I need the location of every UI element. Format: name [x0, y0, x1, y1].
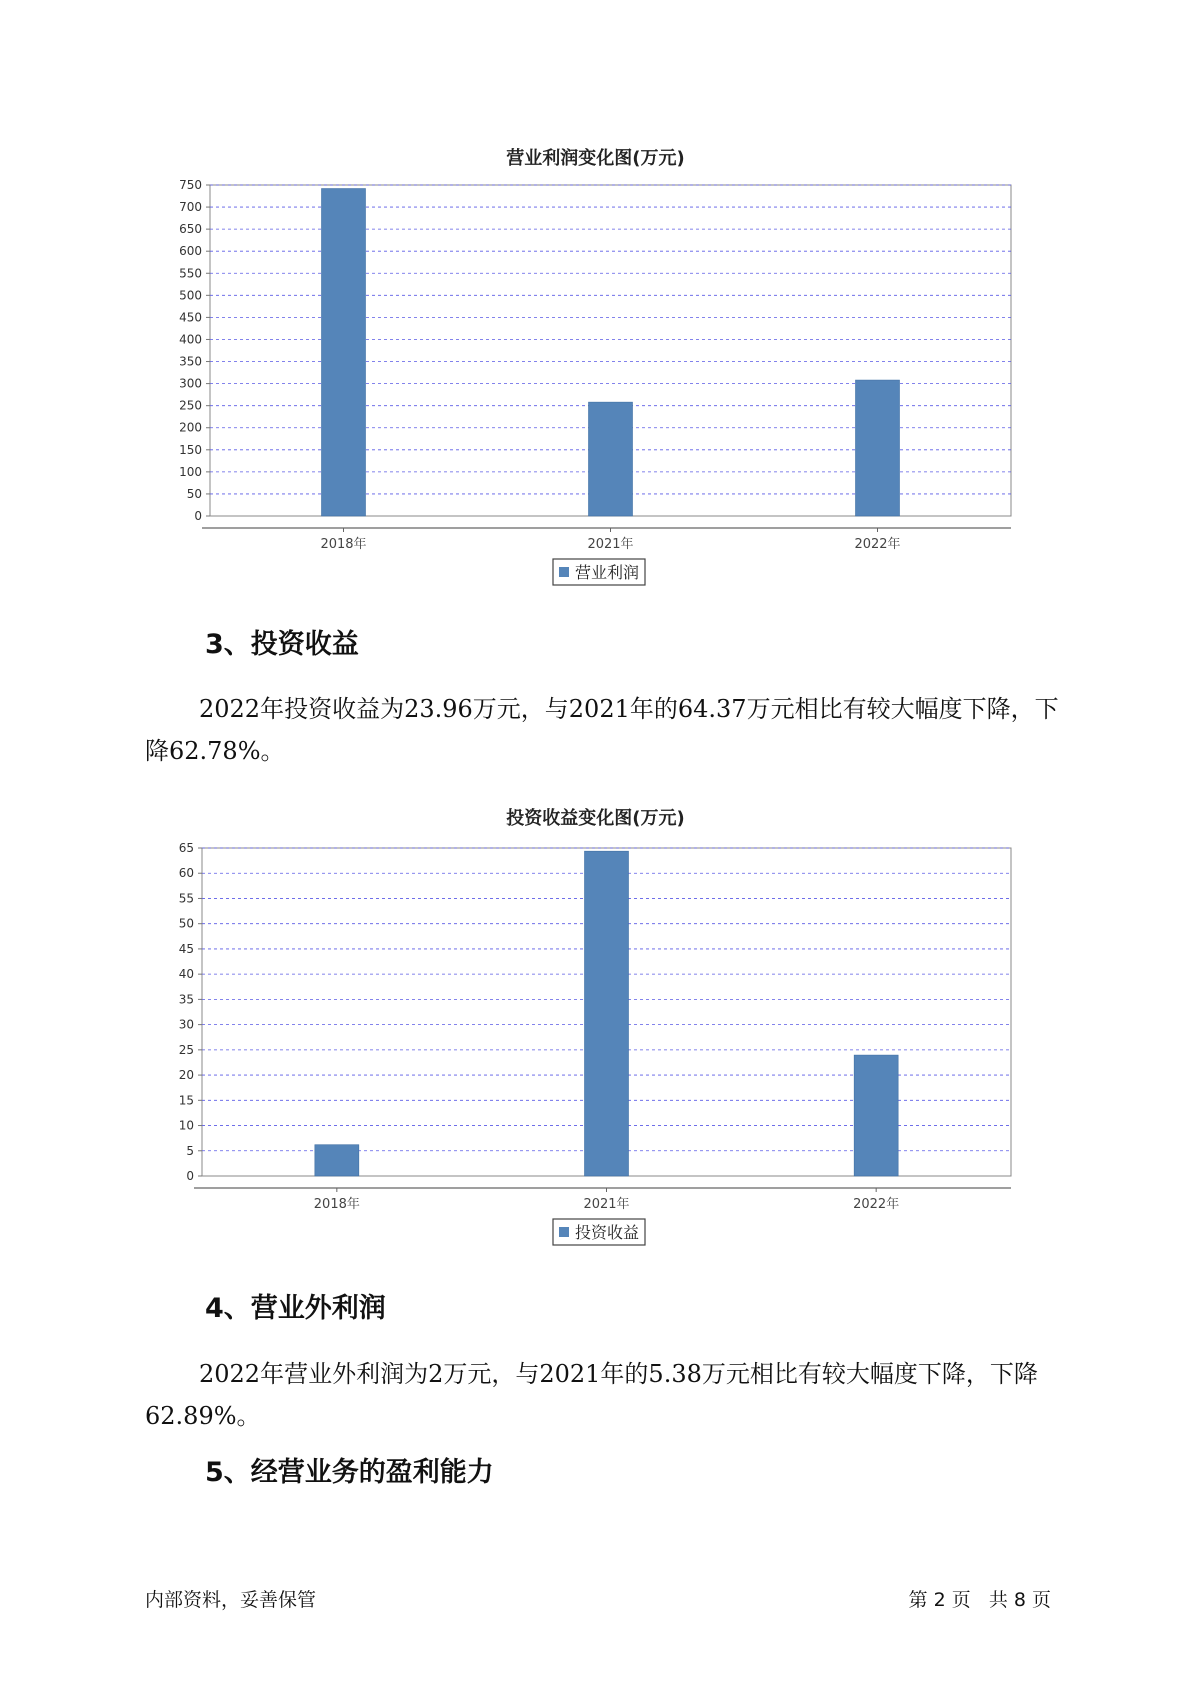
- y-tick-label: 60: [178, 866, 194, 881]
- y-tick-label: 100: [179, 464, 202, 479]
- y-tick-label: 10: [178, 1118, 194, 1133]
- y-tick-label: 50: [186, 486, 202, 501]
- paragraph-nonoperating: 2022年营业外利润为2万元，与2021年的5.38万元相比有较大幅度下降，下降62.89%。: [145, 1360, 1038, 1430]
- y-tick-label: 0: [194, 509, 202, 523]
- y-tick-label: 15: [178, 1093, 194, 1108]
- y-tick-label: 50: [178, 916, 194, 931]
- y-tick-label: 55: [178, 891, 194, 906]
- operating-profit-chart-svg: [0, 140, 1191, 600]
- y-tick-label: 750: [179, 178, 202, 192]
- section-heading-investment: 3、投资收益: [205, 629, 359, 660]
- investment-income-chart-svg: [0, 800, 1191, 1260]
- y-tick-label: 35: [178, 992, 194, 1007]
- section-heading-profitability: 5、经营业务的盈利能力: [205, 1457, 494, 1488]
- y-tick-label: 150: [179, 442, 202, 457]
- chart-title: 投资收益变化图(万元): [506, 808, 685, 829]
- y-tick-label: 20: [178, 1068, 194, 1083]
- paragraph-investment: 2022年投资收益为23.96万元，与2021年的64.37万元相比有较大幅度下降，下降62.78%。: [145, 695, 1059, 765]
- y-tick-label: 250: [179, 398, 202, 413]
- x-tick-label: 2018年: [313, 1197, 360, 1212]
- bar: [315, 1145, 359, 1176]
- y-tick-label: 700: [179, 200, 202, 215]
- legend-swatch: [559, 567, 569, 577]
- section-heading-nonoperating: 4、营业外利润: [205, 1293, 386, 1324]
- x-tick-label: 2022年: [853, 1197, 900, 1212]
- y-tick-label: 350: [179, 354, 202, 369]
- y-tick-label: 5: [186, 1143, 194, 1158]
- footer-left: 内部资料，妥善保管: [145, 1589, 317, 1611]
- bar: [322, 189, 366, 516]
- y-tick-label: 400: [179, 332, 202, 347]
- x-tick-label: 2021年: [583, 1197, 630, 1212]
- y-tick-label: 500: [179, 288, 202, 303]
- y-tick-label: 30: [178, 1017, 194, 1032]
- y-tick-label: 600: [179, 244, 202, 259]
- x-tick-label: 2018年: [320, 537, 367, 552]
- y-tick-label: 25: [178, 1042, 194, 1057]
- chart-title: 营业利润变化图(万元): [506, 148, 685, 169]
- y-tick-label: 40: [178, 967, 194, 982]
- legend-swatch: [559, 1227, 569, 1237]
- x-tick-label: 2021年: [587, 537, 634, 552]
- bar: [854, 1055, 898, 1176]
- y-tick-label: 45: [178, 941, 194, 956]
- y-tick-label: 0: [186, 1169, 194, 1183]
- y-tick-label: 200: [179, 420, 202, 435]
- bar: [585, 851, 629, 1176]
- x-tick-label: 2022年: [854, 537, 901, 552]
- y-tick-label: 65: [178, 841, 194, 855]
- y-tick-label: 550: [179, 266, 202, 281]
- legend-label: 投资收益: [575, 1223, 640, 1242]
- footer-right: 第 2 页 共 8 页: [908, 1589, 1051, 1611]
- y-tick-label: 650: [179, 222, 202, 237]
- y-tick-label: 450: [179, 310, 202, 325]
- bar: [589, 402, 633, 516]
- y-tick-label: 300: [179, 376, 202, 391]
- legend-label: 营业利润: [575, 563, 640, 582]
- bar: [856, 380, 900, 516]
